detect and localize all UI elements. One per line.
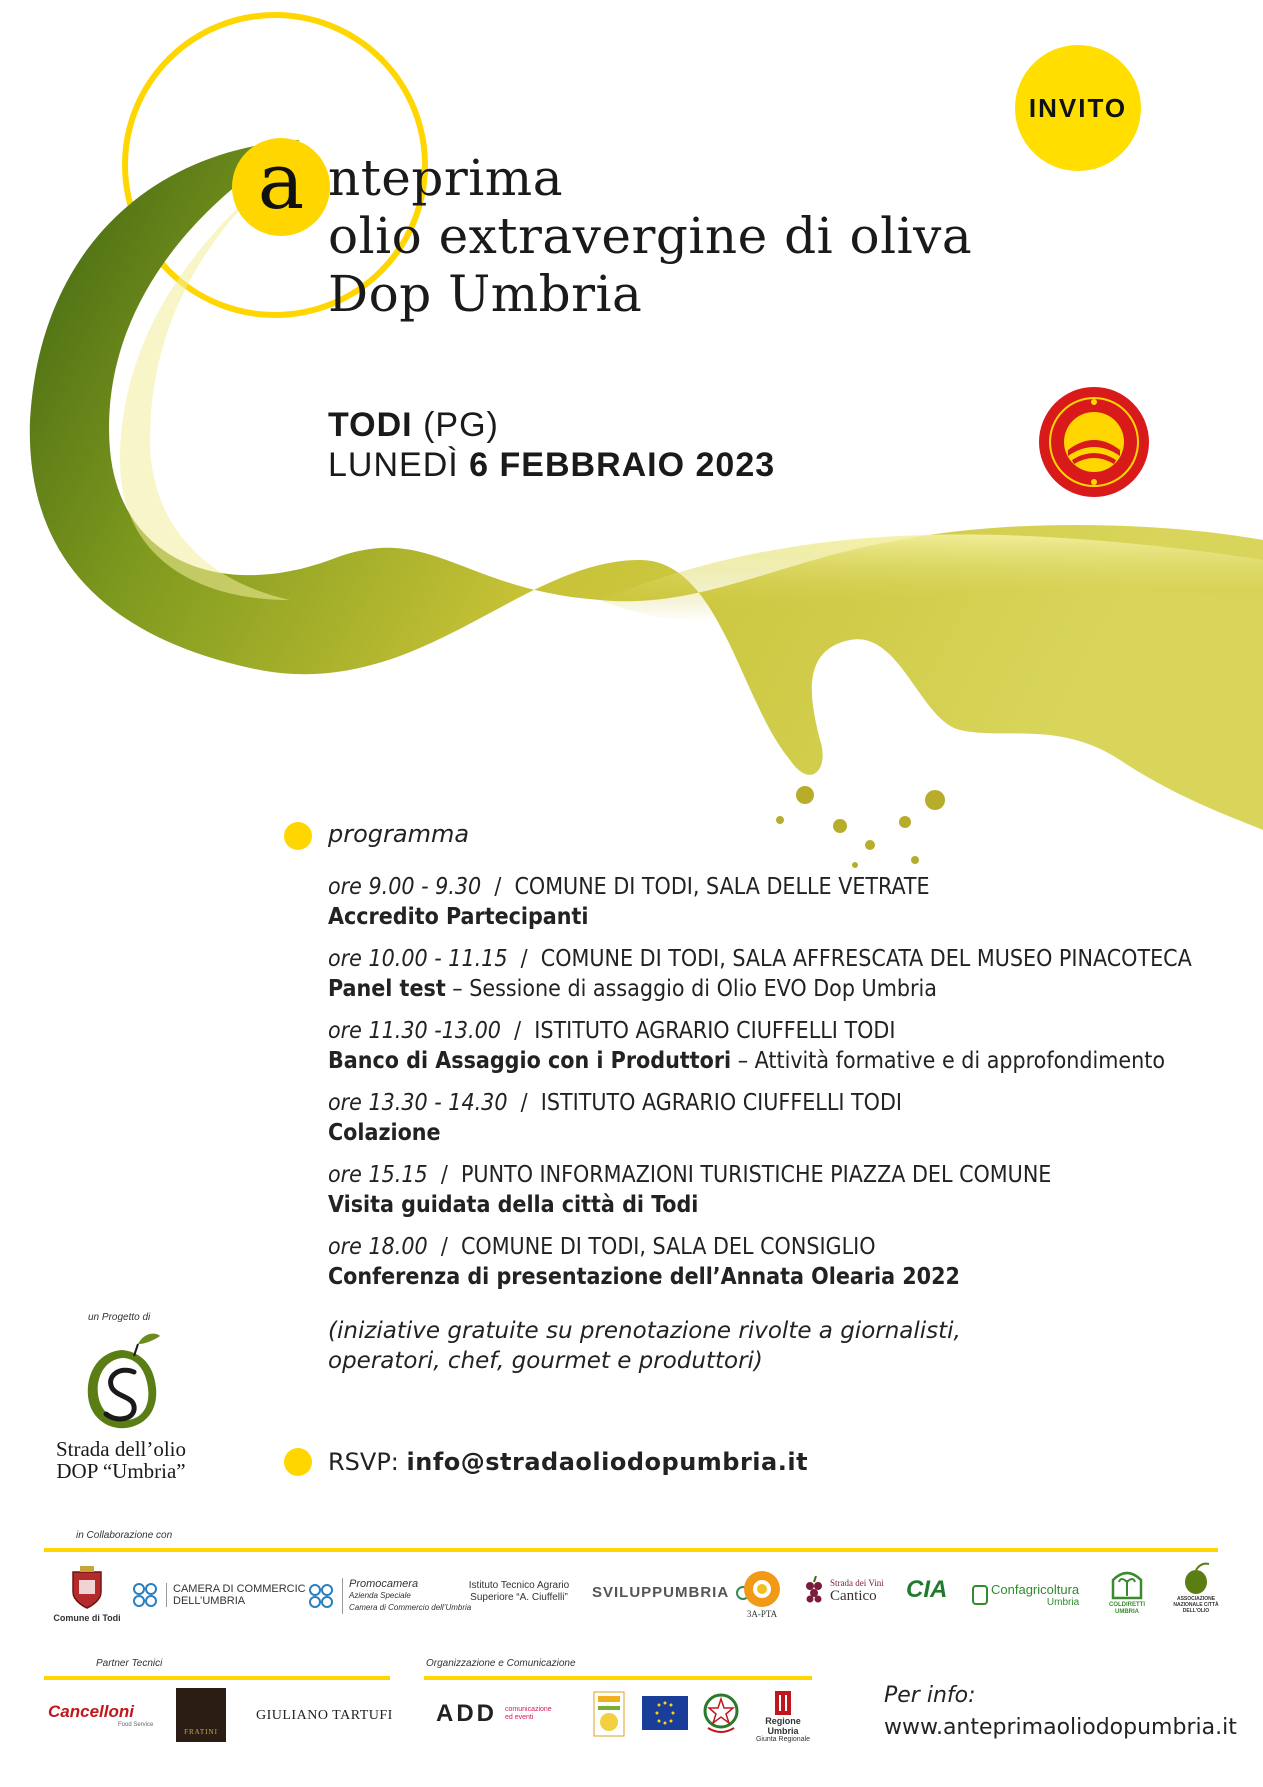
cancelloni-sub: Food Service (118, 1722, 154, 1728)
cia-name: CIA (906, 1576, 948, 1603)
program-sep: / (494, 874, 502, 900)
program-time: ore 11.30 -13.00 (328, 1018, 501, 1044)
cantico-line-2: Cantico (830, 1587, 877, 1604)
logo-coldiretti (1104, 1568, 1150, 1616)
program-time: ore 18.00 (328, 1234, 428, 1260)
program-item (328, 1232, 1248, 1292)
info-url-link[interactable]: www.anteprimaoliodopumbria.it (884, 1715, 1237, 1740)
logo-giuliano-tartufi (256, 1708, 393, 1724)
cantico-line-1: Strada dei Vini (830, 1577, 884, 1588)
oil-droplet (925, 790, 945, 810)
program-sep: / (440, 1234, 448, 1260)
program-title: Banco di Assaggio con i Produttori (328, 1048, 732, 1074)
oil-droplet (776, 816, 784, 824)
rsvp-bullet (284, 1448, 312, 1476)
program-item (328, 1088, 1248, 1148)
psr-umbria-mark-icon (592, 1690, 626, 1738)
program-location: PUNTO INFORMAZIONI TURISTICHE PIAZZA DEL COMUNE (460, 1162, 1052, 1188)
add-sub-2: ed eventi (505, 1714, 534, 1721)
organization-divider (424, 1676, 812, 1680)
program-title: Conferenza di presentazione dell’Annata Olearia 2022 (328, 1264, 960, 1290)
camera-commercio-line-1: CAMERA DI COMMERCIC (173, 1583, 306, 1595)
tartufi-name: GIULIANO TARTUFI (256, 1708, 393, 1723)
info-block (884, 1680, 1237, 1744)
program-sep: / (520, 946, 528, 972)
program-item (328, 872, 1248, 932)
oil-droplet (899, 816, 911, 828)
program-note (328, 1316, 961, 1376)
program-time: ore 13.30 - 14.30 (328, 1090, 508, 1116)
partners-divider (44, 1676, 390, 1680)
grapes-icon (802, 1576, 826, 1606)
partners-label: Partner Tecnici (96, 1658, 163, 1669)
event-full-date: 6 FEBBRAIO 2023 (469, 446, 776, 484)
program-item (328, 1160, 1248, 1220)
event-province: (PG) (423, 406, 499, 444)
regione-umbria-mark-icon (774, 1690, 792, 1716)
istituto-line-1: Istituto Tecnico Agrario (468, 1580, 570, 1591)
program-location: ISTITUTO AGRARIO CIUFFELLI TODI (534, 1018, 896, 1044)
istituto-line-2: Superiore “A. Ciuffelli” (470, 1592, 568, 1603)
promocamera-line-1: Promocamera (349, 1578, 419, 1590)
event-weekday: LUNEDÌ (328, 446, 459, 484)
collaboration-divider (44, 1548, 1218, 1552)
logo-camera-commercio (130, 1580, 306, 1610)
program-sep: / (520, 1090, 528, 1116)
confagricoltura-mark-icon (972, 1585, 988, 1605)
promocamera-line-2: Azienda Speciale (349, 1591, 411, 1600)
event-city: TODI (328, 406, 413, 444)
logo-fratini (176, 1688, 226, 1742)
logo-confagricoltura (972, 1582, 1079, 1608)
confagri-line-2: Umbria (1046, 1597, 1080, 1608)
oil-droplet (865, 840, 875, 850)
add-sub-1: comunicazione (505, 1706, 552, 1713)
oil-droplet (911, 856, 919, 864)
oil-droplet (852, 862, 858, 868)
program-desc: – Attività formative e di approfondimento (731, 1048, 1166, 1074)
program-time: ore 15.15 (328, 1162, 428, 1188)
italian-emblem-icon (702, 1692, 740, 1734)
logo-psr (592, 1690, 626, 1738)
comune-todi-crest-icon (70, 1566, 104, 1610)
3a-pta-name: 3A-PTA (746, 1609, 778, 1619)
coldiretti-mark-icon (1109, 1568, 1145, 1602)
program-sep: / (514, 1018, 522, 1044)
program-location: ISTITUTO AGRARIO CIUFFELLI TODI (540, 1090, 902, 1116)
program-time: ore 10.00 - 11.15 (328, 946, 508, 972)
program-item (328, 944, 1248, 1004)
programma-bullet (284, 822, 312, 850)
program-note-line-2: operatori, chef, gourmet e produttori) (328, 1348, 763, 1374)
program-sep: / (440, 1162, 448, 1188)
add-name: ADD (436, 1700, 497, 1727)
collaboration-label: in Collaborazione con (76, 1530, 173, 1541)
logo-repubblica (702, 1692, 740, 1734)
program-note-line-1: (iniziative gratuite su prenotazione rivolte a giornalisti, (328, 1318, 961, 1344)
logo-istituto-ciuffelli (464, 1580, 574, 1604)
logo-citta-olio (1164, 1562, 1228, 1614)
organization-label: Organizzazione e Comunicazione (426, 1658, 576, 1669)
program-title: Panel test (328, 976, 446, 1002)
sviluppumbria-name: SVILUPPUMBRIA (592, 1584, 730, 1601)
logo-regione-umbria (750, 1690, 816, 1744)
logo-comune-di-todi (52, 1566, 122, 1624)
olive-icon (1179, 1562, 1213, 1596)
logo-cancelloni (48, 1702, 153, 1728)
program-title: Visita guidata della città di Todi (328, 1192, 699, 1218)
logo-cia (906, 1578, 947, 1602)
event-date (328, 446, 775, 485)
project-label: un Progetto di (88, 1312, 151, 1323)
regione-line-2: Giunta Regionale (755, 1736, 811, 1743)
program-location: COMUNE DI TODI, SALA DEL CONSIGLIO (460, 1234, 876, 1260)
comune-todi-name: Comune di Todi (53, 1613, 121, 1623)
rsvp (328, 1448, 808, 1476)
fratini-name: FRATINI (184, 1728, 218, 1736)
event-place (328, 406, 499, 445)
program-location: COMUNE DI TODI, SALA DELLE VETRATE (514, 874, 930, 900)
program-desc: – Sessione di assaggio di Olio EVO Dop Umbria (445, 976, 937, 1002)
camera-commercio-line-2: DELL’UMBRIA (173, 1595, 246, 1607)
cancelloni-name: Cancelloni (48, 1702, 134, 1721)
eu-flag-icon (642, 1696, 688, 1730)
dop-seal-icon (1038, 386, 1150, 498)
citta-olio-name: ASSOCIAZIONE NAZIONALE CITTÀ DELL’OLIO (1173, 1596, 1219, 1614)
title-line-2: olio extravergine di oliva (328, 207, 973, 265)
invito-label: INVITO (1028, 92, 1128, 123)
promocamera-mark-icon (306, 1581, 336, 1611)
confagri-line-1: Confagricoltura (991, 1582, 1080, 1597)
logo-promocamera (306, 1578, 471, 1614)
program-time: ore 9.00 - 9.30 (328, 874, 482, 900)
3a-pta-mark-icon (743, 1570, 781, 1608)
regione-line-1: Regione Umbria (765, 1716, 801, 1736)
program-title: Accredito Partecipanti (328, 904, 589, 930)
program-location: COMUNE DI TODI, SALA AFFRESCATA DEL MUSEO PINACOTECA (540, 946, 1192, 972)
program-title: Colazione (328, 1120, 441, 1146)
strada-olio-logo-icon (82, 1330, 162, 1434)
project-name-line-2: DOP “Umbria” (56, 1459, 186, 1483)
program-item (328, 1016, 1248, 1076)
logo-3a-pta (740, 1570, 784, 1620)
logo-sviluppumbria (592, 1584, 755, 1601)
rsvp-label: RSVP: (328, 1448, 407, 1476)
logo-add (436, 1700, 552, 1728)
project-name-line-1: Strada dell’olio (55, 1437, 187, 1461)
logo-cantico (802, 1576, 884, 1606)
title-initial: a (257, 137, 305, 227)
coldiretti-name: COLDIRETTI UMBRIA (1109, 1602, 1145, 1615)
title-line-3: Dop Umbria (328, 265, 643, 323)
rsvp-email-link[interactable]: info@stradaoliodopumbria.it (406, 1448, 809, 1476)
title-initial-circle (232, 138, 330, 236)
logo-eu (642, 1696, 688, 1730)
oil-droplet (796, 786, 814, 804)
info-label: Per info: (884, 1683, 976, 1708)
invito-badge (1015, 45, 1141, 171)
title-line-1: nteprima (328, 149, 564, 207)
camera-commercio-mark-icon (130, 1580, 160, 1610)
promocamera-line-3: Camera di Commercio dell’Umbria (349, 1603, 472, 1612)
oil-droplet (833, 819, 847, 833)
program-label: programma (328, 820, 470, 848)
project-name (46, 1438, 196, 1482)
